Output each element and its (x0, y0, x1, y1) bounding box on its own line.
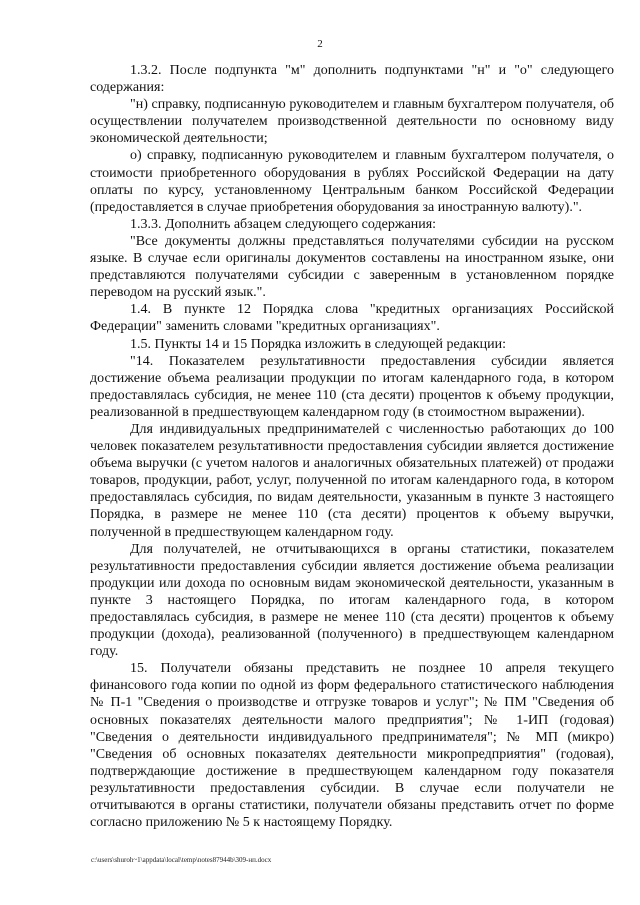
page-number: 2 (317, 38, 323, 50)
paragraph-1-4: 1.4. В пункте 12 Порядка слова "кредитных организациях Российской Федерации" заменить словами "кредитных организациях". (90, 302, 614, 335)
paragraph-1-3-2: 1.3.2. После подпункта "м" дополнить подпунктами "н" и "о" следующего содержания: (90, 63, 614, 96)
footer-file-path: c:\users\shuroh~1\appdata\local\temp\notes87944b\309-нп.docx (91, 856, 272, 864)
paragraph-documents-language: "Все документы должны представляться получателями субсидии на русском языке. В случае если оригиналы документов составлены на иностранном языке, они представляются получателями субсидии с заверенным в установленном порядке переводом на русский язык.". (90, 233, 614, 301)
paragraph-individual-entrepreneurs: Для индивидуальных предпринимателей с численностью работающих до 100 человек показателем результативности предоставления субсидии является достижение объема выручки (с учетом налогов и аналогичных обязательных платежей) от продажи товаров, продукции, работ, услуг, полученной по итогам календарного года, в котором предоставлялась субсидия, по видам деятельности, указанным в пункте 3 настоящего Порядка, в размере не менее 110 (ста десяти) процентов к объему выручки, полученной в предшествующем календарном году. (90, 421, 614, 540)
paragraph-1-3-3: 1.3.3. Дополнить абзацем следующего содержания: (130, 216, 437, 232)
paragraph-non-reporting-recipients: Для получателей, не отчитывающихся в органы статистики, показателем результативности предоставления субсидии является достижение объема реализации продукции или дохода по основным видам экономической деятельности, указанным в пункте 3 настоящего Порядка, по итогам календарного года, в котором предоставлялась субсидия, в размере не менее 110 (ста десяти) процентов к объему продукции (дохода), реализованной (полученного) в предшествующем календарном году. (90, 541, 614, 660)
paragraph-1-5: 1.5. Пункты 14 и 15 Порядка изложить в следующей редакции: (130, 336, 506, 352)
document-body (90, 62, 614, 831)
paragraph-subitem-n: "н) справку, подписанную руководителем и главным бухгалтером получателя, об осуществлении получателем производственной деятельности по основному виду экономической деятельности; (90, 97, 614, 147)
paragraph-point-15: 15. Получатели обязаны представить не позднее 10 апреля текущего финансового года копии по одной из форм федерального статистического наблюдения № П-1 "Сведения о производстве и отгрузке товаров и услуг"; № ПМ "Сведения об основных показателях деятельности малого предприятия"; № 1-ИП (годовая) "Сведения о деятельности индивидуального предпринимателя"; № МП (микро) "Сведения об основных показателях деятельности микропредприятия" (годовая), подтверждающие достижение в предшествующем календарном году показателя результативности предоставления субсидии. В случае если получатели не отчитываются в органы статистики, получатели обязаны представить отчет по форме согласно приложению № 5 к настоящему Порядку. (90, 661, 614, 831)
paragraph-point-14: "14. Показателем результативности предоставления субсидии является достижение объема реализации продукции по итогам календарного года, в котором предоставлялась субсидия, не менее 110 (ста десяти) процентов к объему продукции, реализованной в предшествующем календарном году (в стоимостном выражении). (90, 353, 614, 420)
paragraph-subitem-o: о) справку, подписанную руководителем и главным бухгалтером получателя, о стоимости приобретенного оборудования в рублях Российской Федерации на дату оплаты по курсу, установленному Центральным банком Российской Федерации (предоставляется в случае приобретения оборудования за иностранную валюту).". (90, 148, 614, 215)
